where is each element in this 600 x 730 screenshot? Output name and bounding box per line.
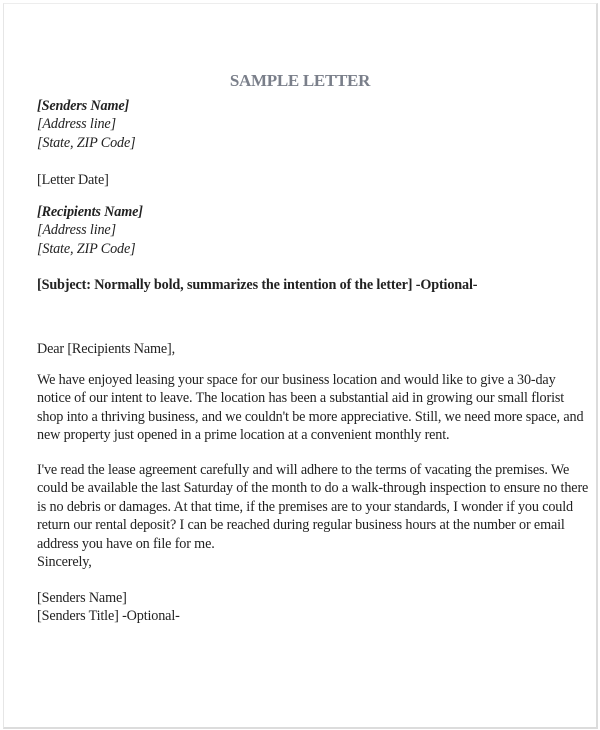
sender-name: [Senders Name] [37, 98, 130, 114]
salutation: Dear [Recipients Name], [37, 341, 175, 357]
paragraph-line: could be available the last Saturday of the month to do a walk-through inspection to ensure no there [37, 480, 589, 497]
paragraph-line: is no debris or damages. At that time, if the premises are to your standards, I wonder if you could [37, 498, 573, 515]
recipient-state-zip: [State, ZIP Code] [37, 240, 136, 257]
paragraph-2 [37, 461, 588, 571]
sender-state-zip: [State, ZIP Code] [37, 134, 136, 151]
signature-name: [Senders Name] [37, 590, 127, 606]
letter-title: SAMPLE LETTER [229, 71, 371, 90]
signature-title: [Senders Title] -Optional- [37, 608, 180, 625]
sender-block [37, 97, 135, 152]
salutation-block [37, 340, 175, 358]
paragraph-line: address you have on file for me. [37, 535, 215, 552]
paragraph-1 [37, 371, 583, 445]
sender-address: [Address line] [37, 116, 116, 133]
paragraph-line: shop into a thriving business, and we couldn't be more appreciative. Still, we need more space, and [37, 408, 584, 425]
paragraph-line: We have enjoyed leasing your space for our business location and would like to give a 30-day [37, 372, 556, 388]
paragraph-line: new property just opened in a prime location at a convenient monthly rent. [37, 427, 450, 444]
signature-block [37, 589, 180, 626]
recipient-address: [Address line] [37, 222, 116, 239]
paragraph-line: return our rental deposit? I can be reached during regular business hours at the number or email [37, 517, 565, 534]
paragraph-line: I've read the lease agreement carefully and will adhere to the terms of vacating the premises. We [37, 462, 570, 478]
subject-block [37, 276, 477, 294]
letter-date: [Letter Date] [37, 172, 109, 188]
recipient-name: [Recipients Name] [37, 204, 143, 220]
recipient-block [37, 203, 143, 258]
paragraph-line: notice of our intent to leave. The location has been a substantial aid in growing our small florist [37, 390, 565, 407]
date-block [37, 171, 109, 189]
closing: Sincerely, [37, 554, 92, 571]
subject-line: [Subject: Normally bold, summarizes the intention of the letter] -Optional- [37, 277, 478, 293]
